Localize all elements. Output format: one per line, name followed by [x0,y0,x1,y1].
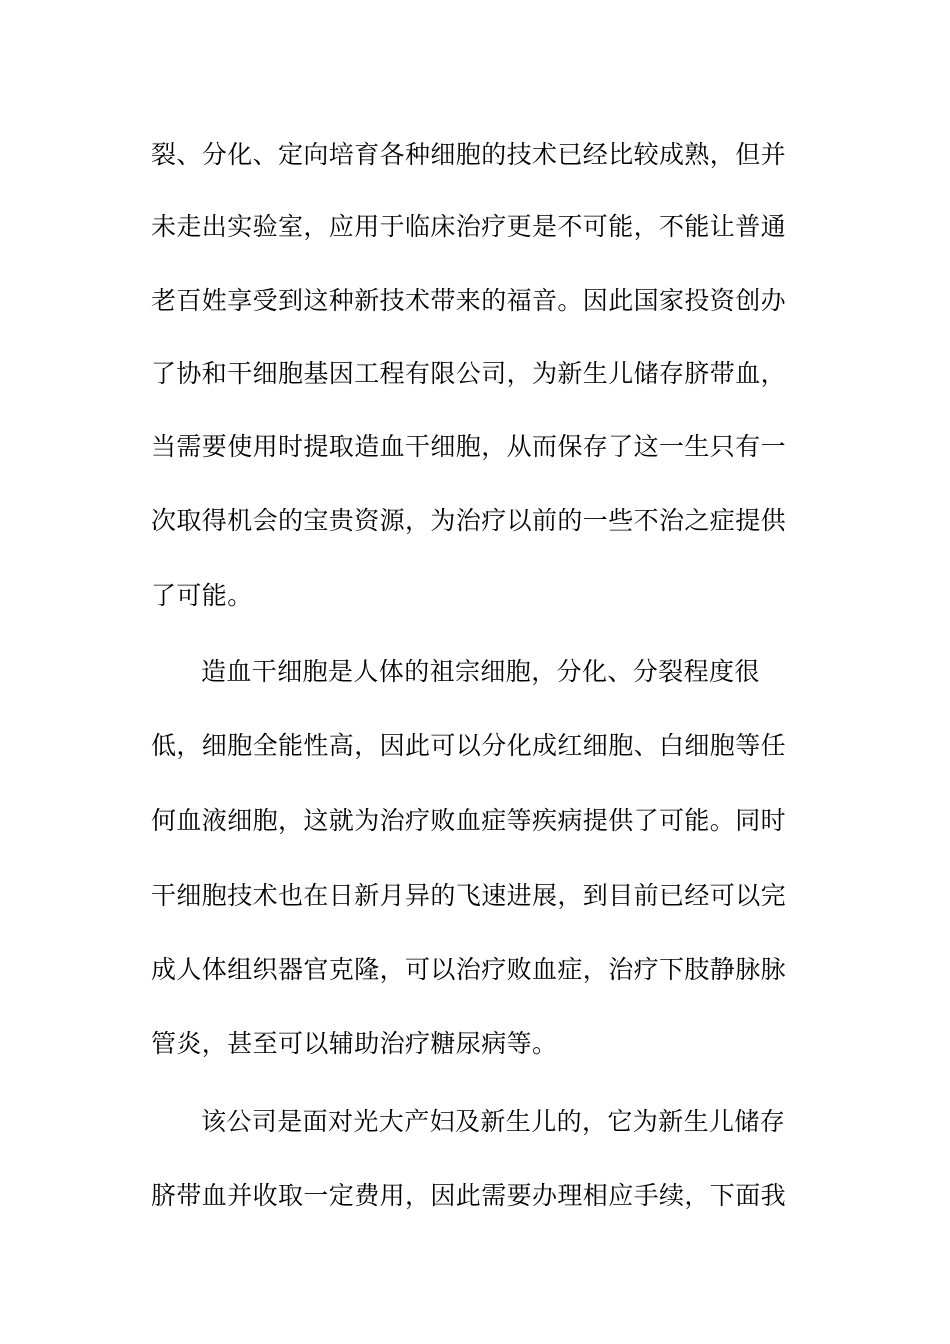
text-line: 老百姓享受到这种新技术带来的福音。因此国家投资创办 [151,286,787,315]
text-line: 干细胞技术也在日新月异的飞速进展，到目前已经可以完 [151,881,787,910]
text-line: 该公司是面对光大产妇及新生儿的，它为新生儿储存 [201,1107,786,1136]
text-line: 何血液细胞，这就为治疗败血症等疾病提供了可能。同时 [151,806,787,835]
text-line: 造血干细胞是人体的祖宗细胞，分化、分裂程度很 [201,657,760,686]
text-line: 低，细胞全能性高，因此可以分化成红细胞、白细胞等任 [151,731,787,760]
text-line: 了协和干细胞基因工程有限公司，为新生儿储存脐带血， [151,359,787,388]
text-line: 管炎，甚至可以辅助治疗糖尿病等。 [151,1029,558,1058]
text-line: 裂、分化、定向培育各种细胞的技术已经比较成熟，但并 [151,140,787,169]
text-line: 次取得机会的宝贵资源，为治疗以前的一些不治之症提供 [151,506,787,535]
text-line: 当需要使用时提取造血干细胞，从而保存了这一生只有一 [151,432,787,461]
text-line: 脐带血并收取一定费用，因此需要办理相应手续，下面我 [151,1181,787,1210]
text-line: 成人体组织器官克隆，可以治疗败血症，治疗下肢静脉脉 [151,955,787,984]
text-line: 了可能。 [151,581,253,610]
text-line: 未走出实验室，应用于临床治疗更是不可能，不能让普通 [151,212,787,241]
